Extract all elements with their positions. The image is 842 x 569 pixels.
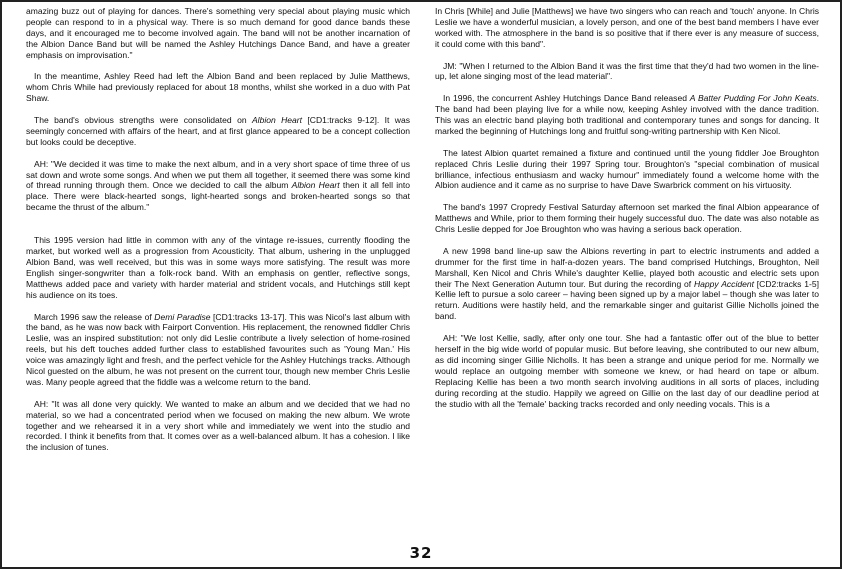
paragraph: The band's 1997 Cropredy Festival Saturday afternoon set marked the final Albion appearance of Matthews and While, prior to them forming their hugely successful duo. The date was also notable as Chris Leslie depped for Joe Broughton who was having a serious back operation. (435, 202, 819, 235)
quote-paragraph: AH: "We lost Kellie, sadly, after only one tour. She had a fantastic offer out of the blue to better herself in the big wide world of popular music. But before leaving, she contributed to our new album, as did incoming singer Gillie Nicholls. It has been a strange and unique period for me. Normally we would replace an outgoing member with someone we knew, or had heard on tape or album. Replacing Kellie has been a two month search involving auditions in all sorts of places, including during recording at the studio. Happily we agreed on Gillie on the last day of our deadline period at the studio with all the 'female' backing tracks recorded and only needing vocals. This is a (435, 333, 819, 409)
album-title: A Batter Pudding For John Keats (689, 93, 817, 104)
paragraph: In the meantime, Ashley Reed had left the Albion Band and been replaced by Julie Matthews, whom Chris While had previously replaced for about 18 months, whilst she worked in a duo with Pat Shaw. (26, 71, 410, 104)
paragraph: In 1996, the concurrent Ashley Hutchings Dance Band released A Batter Pudding For John Keats. The band had been playing live for a while now, keeping Ashley involved with the dance tradition. This was an electric band playing both traditional and contemporary tunes and songs for dancing. It marked the beginning of Hutchings long and fruitful song-writing partnership with Ken Nicol. (435, 93, 820, 136)
paragraph: A new 1998 band line-up saw the Albions reverting in part to electric instruments and added a drummer for the first time in half-a-dozen years. The band comprised Hutchings, Broughton, Neil Marshall, Ken Nicol and Chris While's daughter Kellie, played both acoustic and electric sets upon their The Next Generation Autumn tour. But during the recording of Happy Accident [CD2:tracks 1-5] Kellie left to pursue a solo career – having been signed up by a major label – though she was later to return. Auditions were hastily held, and the remarkable singer and guitarist Gillie Nicholls joined the band. (435, 245, 820, 322)
album-title: Albion Heart (251, 115, 303, 126)
album-title: Demi Paradise (154, 311, 211, 322)
paragraph: The latest Albion quartet remained a fixture and continued until the young fiddler Joe Broughton replaced Chris Leslie during their 1997 Spring tour. Broughton's "special combination of musical brilliance, infectious enthusiasm and wacky humour" immediately found a welcome home with the Albion audience and it came as no surprise to have Dave Swarbrick comment on his virtuosity. (435, 147, 819, 191)
paragraph: March 1996 saw the release of Demi Paradise [CD1:tracks 13-17]. This was Nicol's last album with the band, as he was now back with Fairport Convention. His replacement, the renowned fiddler Chris Leslie, was an inspired substitution: not only did Leslie contribute a lively selection of home-rosined reels, but his deft touches added further class to established favourites such as 'Young Man.' His voice was amazingly light and fresh, and the perfect vehicle for the Ashley Hutchings tracks. Although Nicol guested on the album, he was not present on the current tour, though new member Chris Leslie was. Many people agreed that the fiddle was a welcome return to the band. (26, 311, 411, 387)
paragraph: In Chris [While] and Julie [Matthews] we have two singers who can reach and 'touch' anyone. In Chris Leslie we have a wonderful musician, a lovely person, and one of the best band members I have ever worked with. The atmosphere in the band is so positive that if there ever is any measure of success, it could come with this band". (435, 6, 819, 49)
left-column (26, 6, 410, 464)
quote-paragraph: AH: "It was all done very quickly. We wanted to make an album and we decided that we had no material, so we had a concentrated period when we focused on making the new album. We wrote together and we rehearsed it in a very short while and immediately we went into the studio and recorded. I think it benefits from that. It comes over as a well-balanced album. It has a cohesion. I like the inclusion of tunes. (26, 398, 410, 453)
paragraph: This 1995 version had little in common with any of the vintage re-issues, currently flooding the market, but worked well as a progression from Acousticity. That album, ushering in the unplugged Albion Band, was well received, but this was in some ways more satisfying. The result was more English singer-songwriter than a folk-rock band. With an emphasis on gentler, reflective songs, Matthews added pace and variety with harder material and strident vocals, and Hutchings still kept his audience on its toes. (26, 235, 410, 300)
paragraph: The band's obvious strengths were consolidated on Albion Heart [CD1:tracks 9-12]. It was seemingly concerned with affairs of the heart, and at first glance appeared to be a concept collection but looks could be deceptive. (26, 115, 410, 147)
page-number: 32 (409, 544, 433, 562)
album-title: Happy Accident (693, 278, 754, 289)
album-title: Albion Heart (291, 180, 340, 191)
paragraph: amazing buzz out of playing for dances. There's something very special about playing music which people can respond to in a physical way. There is so much demand for good dance bands these days, and it encouraged me to become involved again. The band will not be another incarnation of the Albion Dance Band but will be named the Ashley Hutchings Dance Band, and have a greater emphasis on improvisation." (26, 6, 410, 60)
right-column (435, 6, 819, 420)
quote-paragraph: JM: "When I returned to the Albion Band it was the first time that they'd had two women in the line-up, let alone singing most of the lead material". (435, 60, 819, 82)
quote-paragraph: AH: "We decided it was time to make the next album, and in a very short space of time three of us sat down and wrote some songs. And when we put them all together, it seemed there was some kind of thread running through them. Once we decided to call the album Albion Heart then it all fell into place. There were black-hearted songs, light-hearted songs and broken-hearted songs so that became the thrust of the album." (26, 158, 410, 213)
